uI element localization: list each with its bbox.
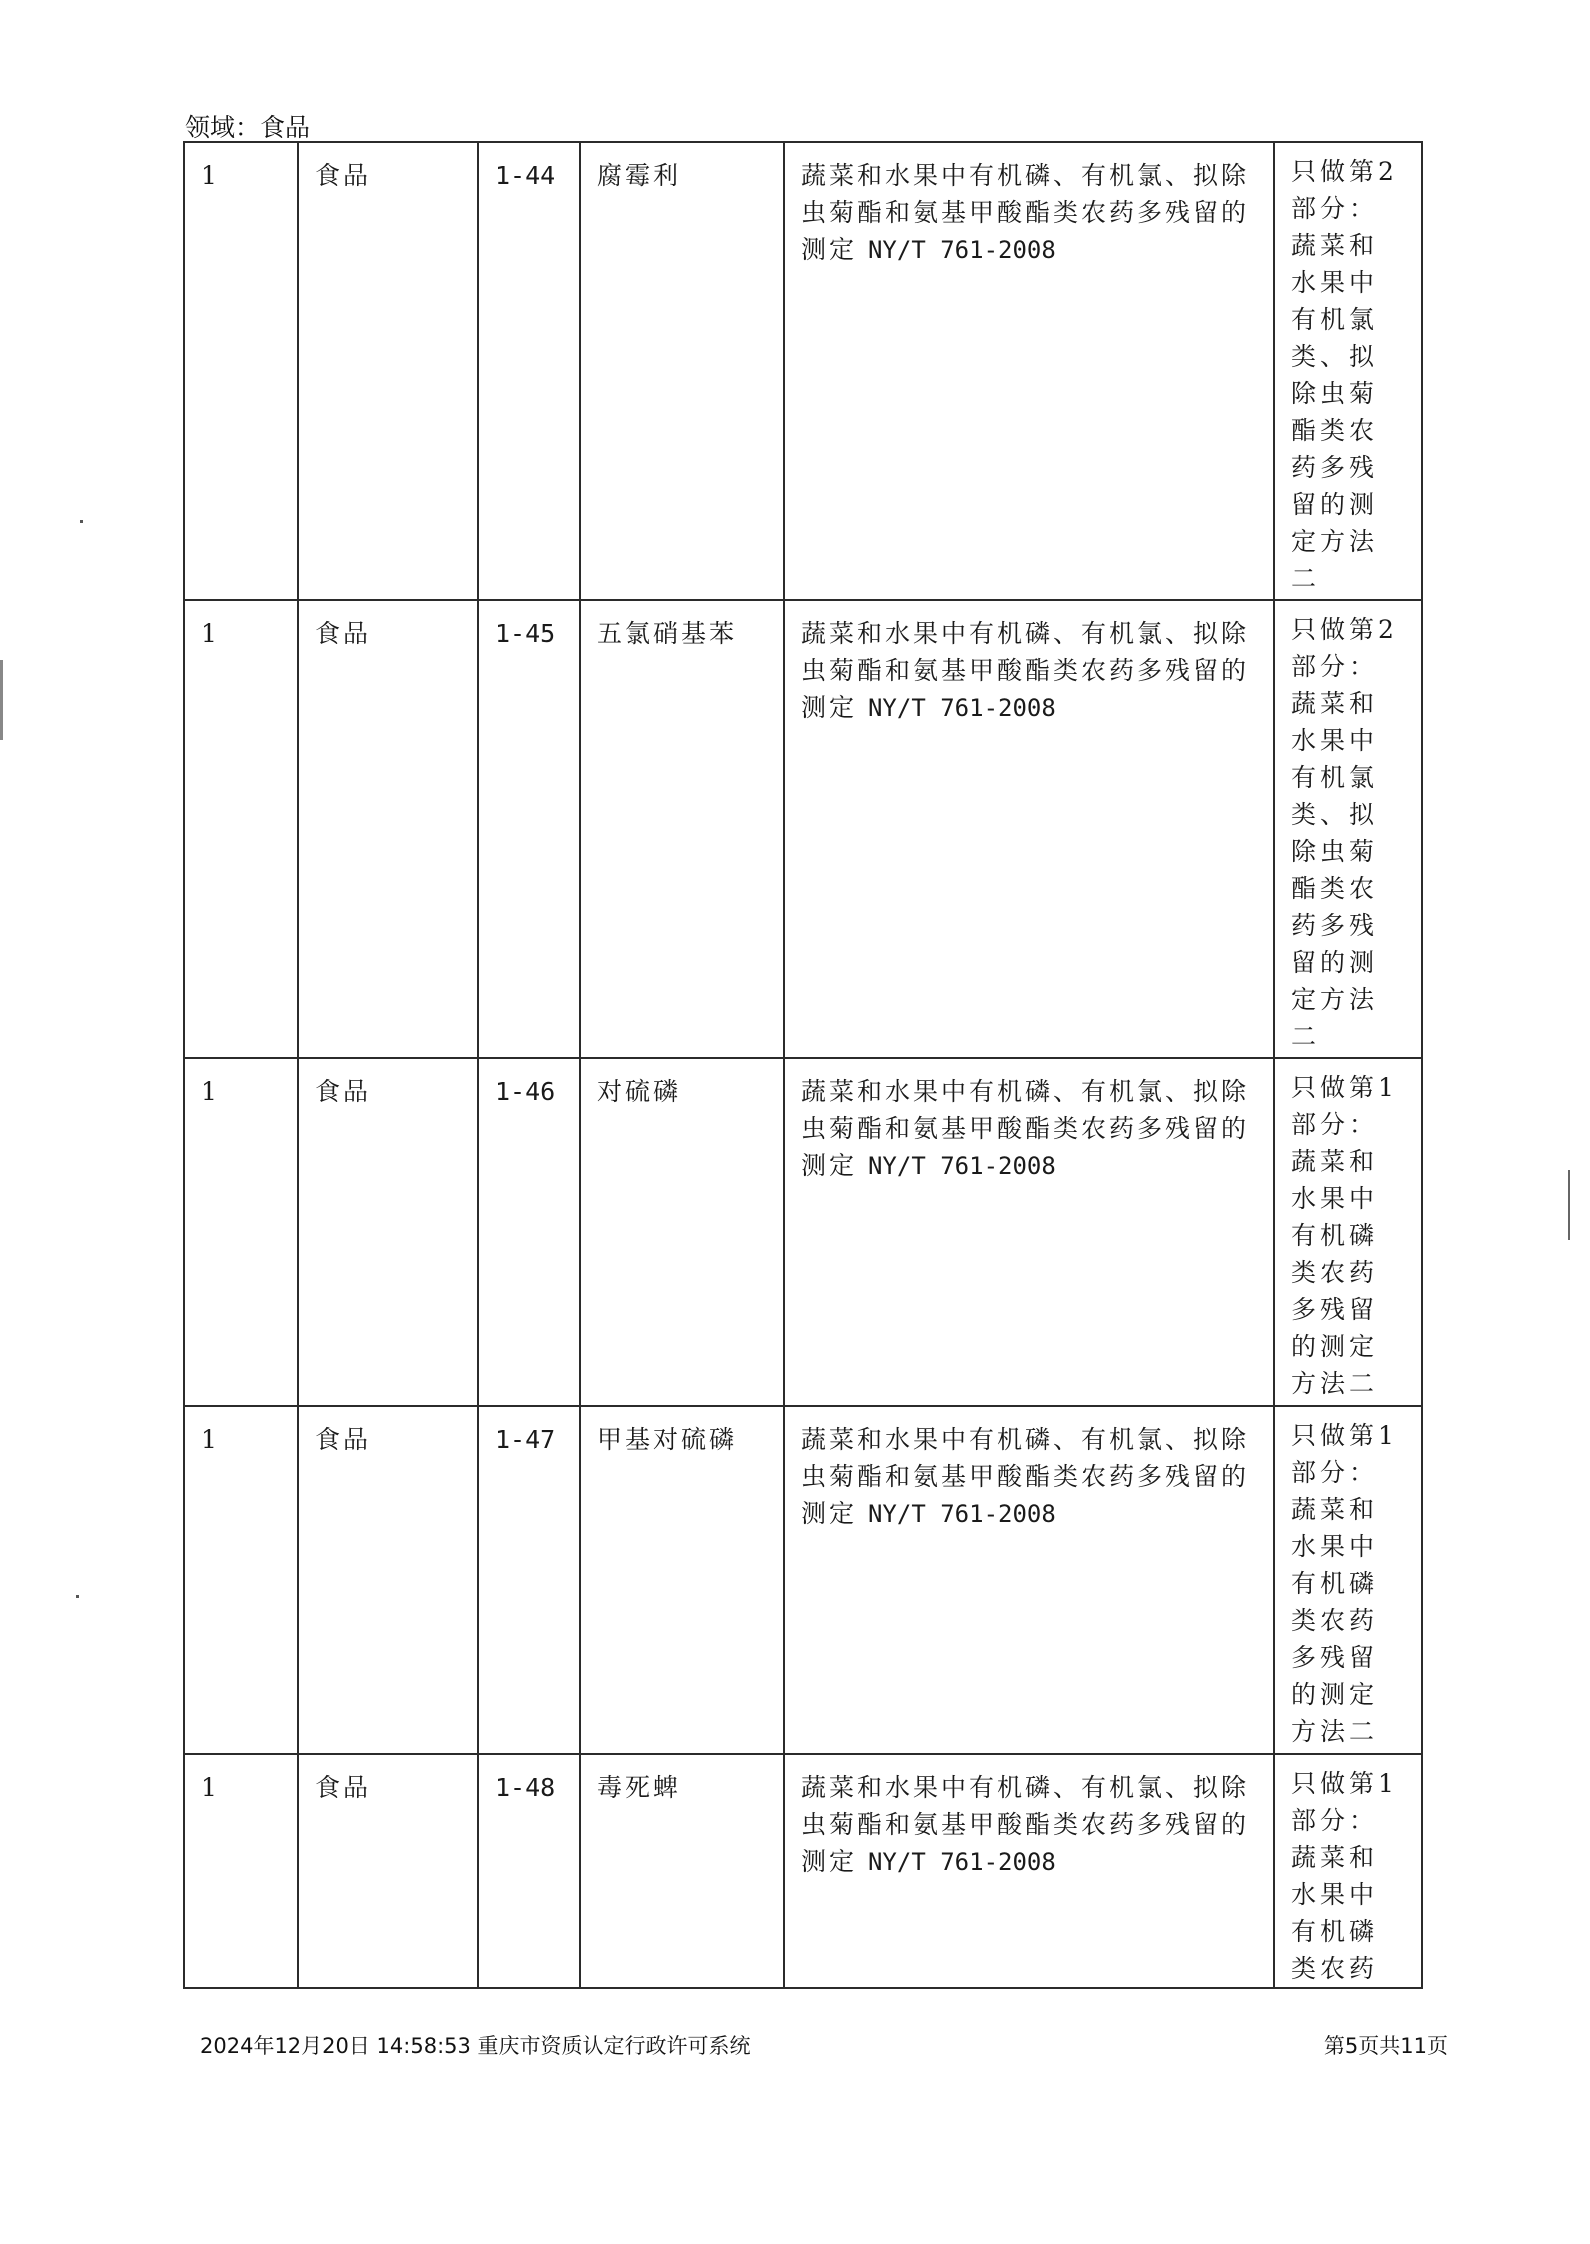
standard-cell bbox=[784, 1058, 1274, 1406]
seq-cell: 1 bbox=[184, 1058, 298, 1406]
standard-code: NY/T 761-2008 bbox=[867, 694, 1056, 722]
standard-name: 蔬菜和水果中有机磷、有机氯、拟除虫菊酯和氨基甲酸酯类农药多残留的测定 bbox=[801, 1077, 1250, 1180]
standard-cell bbox=[784, 1754, 1274, 1988]
param-id-cell: 1-46 bbox=[478, 1058, 580, 1406]
standard-name: 蔬菜和水果中有机磷、有机氯、拟除虫菊酯和氨基甲酸酯类农药多残留的测定 bbox=[801, 1425, 1250, 1528]
standard-code: NY/T 761-2008 bbox=[867, 236, 1056, 264]
standard-code: NY/T 761-2008 bbox=[867, 1500, 1056, 1528]
seq-cell: 1 bbox=[184, 600, 298, 1058]
table-row bbox=[184, 1058, 1422, 1406]
standard-name: 蔬菜和水果中有机磷、有机氯、拟除虫菊酯和氨基甲酸酯类农药多残留的测定 bbox=[801, 1773, 1250, 1876]
standard-name: 蔬菜和水果中有机磷、有机氯、拟除虫菊酯和氨基甲酸酯类农药多残留的测定 bbox=[801, 619, 1250, 722]
param-id-cell: 1-47 bbox=[478, 1406, 580, 1754]
category-cell: 食品 bbox=[298, 1058, 478, 1406]
table-row bbox=[184, 1754, 1422, 1988]
scan-speck bbox=[80, 520, 83, 523]
scan-speck bbox=[1568, 1170, 1570, 1240]
note-cell: 只做第1 部分： 蔬菜和 水果中 有机磷 类农药 bbox=[1274, 1754, 1422, 1988]
standard-name: 蔬菜和水果中有机磷、有机氯、拟除虫菊酯和氨基甲酸酯类农药多残留的测定 bbox=[801, 161, 1250, 264]
category-cell: 食品 bbox=[298, 1406, 478, 1754]
table-body bbox=[184, 142, 1422, 1988]
param-name-cell: 毒死蜱 bbox=[580, 1754, 784, 1988]
param-name-cell: 对硫磷 bbox=[580, 1058, 784, 1406]
param-id-cell: 1-45 bbox=[478, 600, 580, 1058]
seq-cell: 1 bbox=[184, 1754, 298, 1988]
category-cell: 食品 bbox=[298, 1754, 478, 1988]
table-row bbox=[184, 1406, 1422, 1754]
standard-cell bbox=[784, 1406, 1274, 1754]
scan-speck bbox=[0, 660, 3, 740]
category-cell: 食品 bbox=[298, 142, 478, 600]
note-cell: 只做第1 部分： 蔬菜和 水果中 有机磷 类农药 多残留 的测定 方法二 bbox=[1274, 1058, 1422, 1406]
footer-timestamp-system: 2024年12月20日 14:58:53 重庆市资质认定行政许可系统 bbox=[200, 2034, 751, 2058]
table-row bbox=[184, 600, 1422, 1058]
domain-label: 领域：食品 bbox=[185, 113, 311, 142]
standard-code: NY/T 761-2008 bbox=[867, 1848, 1056, 1876]
standard-cell bbox=[784, 600, 1274, 1058]
param-name-cell: 五氯硝基苯 bbox=[580, 600, 784, 1058]
standard-cell bbox=[784, 142, 1274, 600]
footer-page-info: 第5页共11页 bbox=[1323, 2034, 1448, 2058]
note-cell: 只做第2 部分： 蔬菜和 水果中 有机氯 类、拟 除虫菊 酯类农 药多残 留的测 定方法 二 bbox=[1274, 142, 1422, 600]
note-cell: 只做第2 部分： 蔬菜和 水果中 有机氯 类、拟 除虫菊 酯类农 药多残 留的测 定方法 二 bbox=[1274, 600, 1422, 1058]
scan-speck bbox=[76, 1595, 79, 1598]
category-cell: 食品 bbox=[298, 600, 478, 1058]
table-row bbox=[184, 142, 1422, 600]
note-cell: 只做第1 部分： 蔬菜和 水果中 有机磷 类农药 多残留 的测定 方法二 bbox=[1274, 1406, 1422, 1754]
seq-cell: 1 bbox=[184, 1406, 298, 1754]
param-name-cell: 甲基对硫磷 bbox=[580, 1406, 784, 1754]
scope-table bbox=[183, 141, 1423, 1989]
param-id-cell: 1-48 bbox=[478, 1754, 580, 1988]
seq-cell: 1 bbox=[184, 142, 298, 600]
param-id-cell: 1-44 bbox=[478, 142, 580, 600]
standard-code: NY/T 761-2008 bbox=[867, 1152, 1056, 1180]
param-name-cell: 腐霉利 bbox=[580, 142, 784, 600]
